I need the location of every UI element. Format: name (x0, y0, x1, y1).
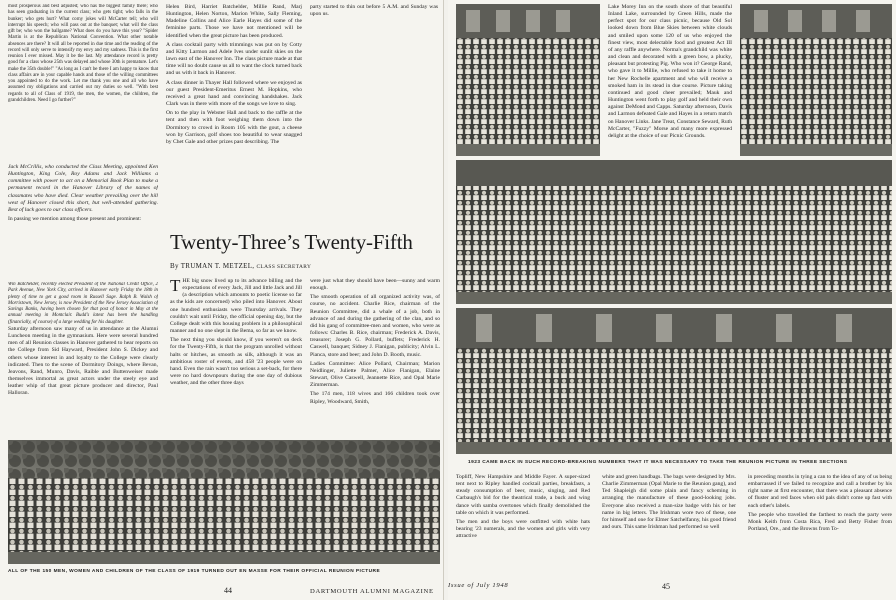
luncheon-paragraph: Saturday afternoon saw many of us in attendance at the Alumni Luncheon meeting in the gymnasium. Here were several hundred men of all Reunion classes in Hanover gathered to hear reports on the College from Sid Hayward, President John S. Dickey and others whose interest in and loyalty to the College were clearly indicated. Then to the scene of Dormitory Doings, where Bevan, Jeavons, Rand, Munro, Davis, Raible and Buttenweiser made themselves immortal as great actors under the steely eye and leather whip of that great picture producer and director, Paul Halloran. (8, 326, 158, 397)
program-paragraph: The next thing you should know, if you weren't on deck for the Twenty-Fifth, is that the program unrolled without halts or hitches, as smooth as silk, although it was an ambitious roster of events, and 458 '23 people were on hand. Even the rain wasn't too serious a set-back, for there were no hard downpours during the one day of dubious weather, and the other three days (170, 337, 302, 387)
article-opening (170, 278, 302, 335)
class-of-1919-photo (8, 440, 440, 564)
issue-line (448, 582, 508, 589)
reunion-photo-section-1 (456, 4, 600, 156)
sunday-paragraph: party started to thin out before 5 A.M. and Sunday was upon us. (310, 4, 438, 18)
opening-text: HE big snow lived up to its advance billing and the expectations of every Jack, Jill and little Jack and Jill (a description which amounts to poetic license so far as the kids are concerned) who piled into Hanover. About one hundred enthusiasts were Thursday arrivals. They couldn't wait until Friday, the official opening day, but the College dealt with this housing problem in a philosophical manner and no one slept in the Bema, so far as we know. (170, 278, 302, 335)
article-headline: Twenty-Three’s Twenty-Fifth (170, 230, 413, 254)
column-three (310, 4, 438, 24)
prominent-intro: In passing we mention among those present and prominent: (8, 216, 142, 223)
play-raffle-paragraph: On to the play in Webster Hall and back to the raffle at the tent and then with foot weighing them down into the Dormitory to crowd in Room 105 with the gout, a cheese won by Garrison, golf shoes too beautiful to wear snagged by Chet Gale and other prizes past describing. The (166, 110, 302, 145)
bottom-column-two (602, 474, 736, 578)
page-number-left: 44 (224, 586, 232, 595)
ladies-committee-paragraph: Ladies Committee: Alice Pollard, Chairman; Marion Neidlinger, Juliette Palmer, Alice Flanigan, Elaine Stewart, Olive Caswell, Jeannette Rice, and Opal Marie Zimmerman. (310, 360, 440, 389)
class-meeting-paragraph: Jack McCrillis, who conducted the Class Meeting, appointed Ken Huntington, King Cole, Roy Adams and Jack Williams a committee with power to act on a Memorial Book Plan to make a permanent record in the Hanover Library of the names of classmates who have died. Clear weather prevailing over the hill west of Hanover closed this short, but well-attended gathering. Best of luck goes to our class officers. (8, 164, 158, 213)
cocktail-party-paragraph: A class cocktail party with trimmings was put on by Cotty and Kitty Larmon and Adele Ives under sunlit skies on the lawn east of the Hanover Inn. The class picture made at that time will no doubt cause us all to want the clock turned back and us with it back in Hanover. (166, 41, 302, 77)
bottom-column-three (748, 474, 892, 590)
hats-paragraph: The men and the boys were outfitted with white hats bearing '23 numerals, and the women and girls with very attractive (456, 518, 590, 540)
reunion-photo-section-3 (456, 160, 892, 304)
reunion-photo-section-2 (740, 4, 892, 156)
reunion-photo-section-4 (456, 308, 892, 454)
magazine-title: DARTMOUTH ALUMNI MAGAZINE (310, 588, 434, 595)
committee-paragraph: The smooth operation of all organized activity was, of course, no accident. Charlie Rice, chairman of the Reunion Committee, did a whale of a job, both in advance of and during the gathering of the clan, and so did his gang of committee-men and women, who were as follows: Charles B. Rice, chairman; Frederick A. Davis, treasurer; Joseph G. Pollard, buffets; Frederick H. Caswell, banquet; Sidney J. Flanigan, publicity; Alvin L. Pianca, store and beer; and John D. Booth, music. (310, 294, 440, 358)
prominent-notes (8, 282, 158, 324)
letter-excerpt (8, 4, 158, 162)
issue-date: July 1948 (476, 582, 509, 589)
drop-cap: T (170, 278, 181, 295)
article-column-one (170, 278, 302, 434)
weather-paragraph: were just what they should have been—sunny and warm enough. (310, 278, 440, 292)
attendance-paragraph: The 174 men, 118 wives and 166 children took over Ripley, Woodward, Smith, (310, 391, 440, 405)
names-paragraph: in preceding months in tying a can to the idea of any of us being embarrassed if we failed to recognize and call a brother by his right name at first encounter, that there was a pleasant absence of fluster and red faces when old pals didn't come up fast with each other's labels. (748, 474, 892, 509)
right-page (448, 0, 896, 600)
tent-paragraph: Topliff, New Hampshire and Middle Fayer. A super-sized tent next to Ripley handled cocktail parties, breakfasts, a steady consumption of beer, music, singing, and Red Carbaugh's bid for the theatrical trade, a buck and wing dance with samba overtones which finally demolished the table on which it was performed. (456, 474, 590, 516)
issue-prefix: Issue of (448, 582, 474, 589)
picnic-paragraph: Lake Morey Inn on the south shore of that beautiful Inland Lake, surrounded by Green Hills, made the perfect spot for our class picnic, because Old Sol looked down from Blue Skies between white clouds and smiled upon some 120 of us who enjoyed the finest view, most delectable food and greatest Act III of any raffle anywhere. Norma's grandchild was white and clean and decorated with a green bow, a plucky, pleasant but protesting Pig. Who won it? George Rand, who gave it to Millie, who refused to take it home to her New Rochelle apartment and who will receive a smoked ham in its stead in due course. Picture taking continued and good cheer prevailed; Mauk and Huntington went forth to play golf and held their own against DeMond and Capps. Saturday afternoon, Davis and Larmon defeated Gale and Hayes in a return match on Hanover Links. Jane Treat, Constance Seward, Ruth McCarter, "Fuzzy" Morse and many more expressed delight at the choice of our Picnic Grounds. (608, 4, 732, 139)
class-meeting-column (8, 164, 158, 280)
photo-caption-1919: ALL OF THE 150 MEN, WOMEN AND CHILDREN OF THE CLASS OF 1919 TURNED OUT EN MASSE FOR THEIR OFFICIAL REUNION PICTURE (8, 569, 381, 574)
farthest-travel-paragraph: The people who travelled the farthest to reach the party were Monk Keith from Costa Rica, Fred and Betty Fisher from Portland, Ore., and the Browns from To- (748, 511, 892, 533)
class-dinner-paragraph: A class dinner in Thayer Hall followed where we enjoyed as our guest President-Emeritus Ernest M. Hopkins, who received a great hand and convincing handshakes. Jack Clark was in there with more of the songs we love to sing. (166, 79, 302, 108)
photo-caption-1923: 1923 CAME BACK IN SUCH RECORD-BREAKING NUMBERS THAT IT WAS NECESSARY TO TAKE THE REUNION PICTURE IN THREE SECTIONS (468, 460, 848, 465)
column-two (166, 4, 302, 226)
letter-text: most prosperous and best adjusted; who has the biggest family there; who has seen graduating in the current class; who gets tight; who falls in the bunker; who gets hurt? What corny jokes will McCarter tell; who will interrupt his speech; who will pass out at the banquet; what will the class gift be; who won the ballgame? What does do you have this year? "Spider Martin is at the Republican National Convention. What other notable absences are there? It will all be reported in due time and the reading of the record will only serve to intensify my envy and my sadness. This is the first reunion I ever missed. May it be the last. My attendance record is pretty good for a class whose 25th was delayed and whose 30th is premature. Let's make the 35th double!" "As long as I can't be there I am happy to know that class affairs are in your capable hands and those of the willing committees you appointed to do the work. Let me thank you one and all who have assumed my obligations and carried out my duties so well. "With best regards to all of Class of 1919, the men, the women, the children, the grandchildren. Need I go further?" (8, 4, 158, 103)
prominent-notes-text: Win Batchelder, recently elected President of the National Credit Office, 2 Park Avenue, New York City, arrived in Hanover early Friday the 18th in plenty of time to get a good room in Russell Sage. Ralph B. Walsh of Morristown, New Jersey, is now President of the New Jersey Association of Savings Banks, having been chosen for that post of honor in May at the annual meeting in Montclair. Budd's latest has been the handling (financially, of course) of a large wedding for his daughter. (8, 282, 158, 324)
byline-author: By TRUMAN T. METZEL, (170, 262, 255, 270)
feminine-parts-paragraph: Helen Bird, Harriet Batchelder, Millie Rand, Marj Huntington, Helen Norton, Marion White, Sally Fleming, Madeline Collins and Alice Earle Hayes did some of the feminine parts. Those we have not mentioned will be identified when the great picture has been produced. (166, 4, 302, 39)
left-page (0, 0, 444, 600)
byline-role: CLASS SECRETARY (256, 264, 312, 270)
handbags-paragraph: white and green handbags. The bags were designed by Mrs. Charlie Zimmerman (Opal Marie to the Reunion gang), and Ted Shapleigh did some plain and fancy scheming in arranging the manufacture of these good-looking jobs. Everyone also received a man-size badge with his or her name in big letters. The Irishman wore two of these, one for himself and one for Elmer Satchelfanny, his good friend and ours. This same Irishman had performed so well (602, 474, 736, 531)
luncheon-column (8, 326, 158, 432)
article-column-two (310, 278, 440, 434)
page-number-right: 45 (662, 582, 670, 591)
picnic-column (608, 4, 732, 156)
article-byline (170, 262, 442, 270)
bottom-column-one (456, 474, 590, 586)
